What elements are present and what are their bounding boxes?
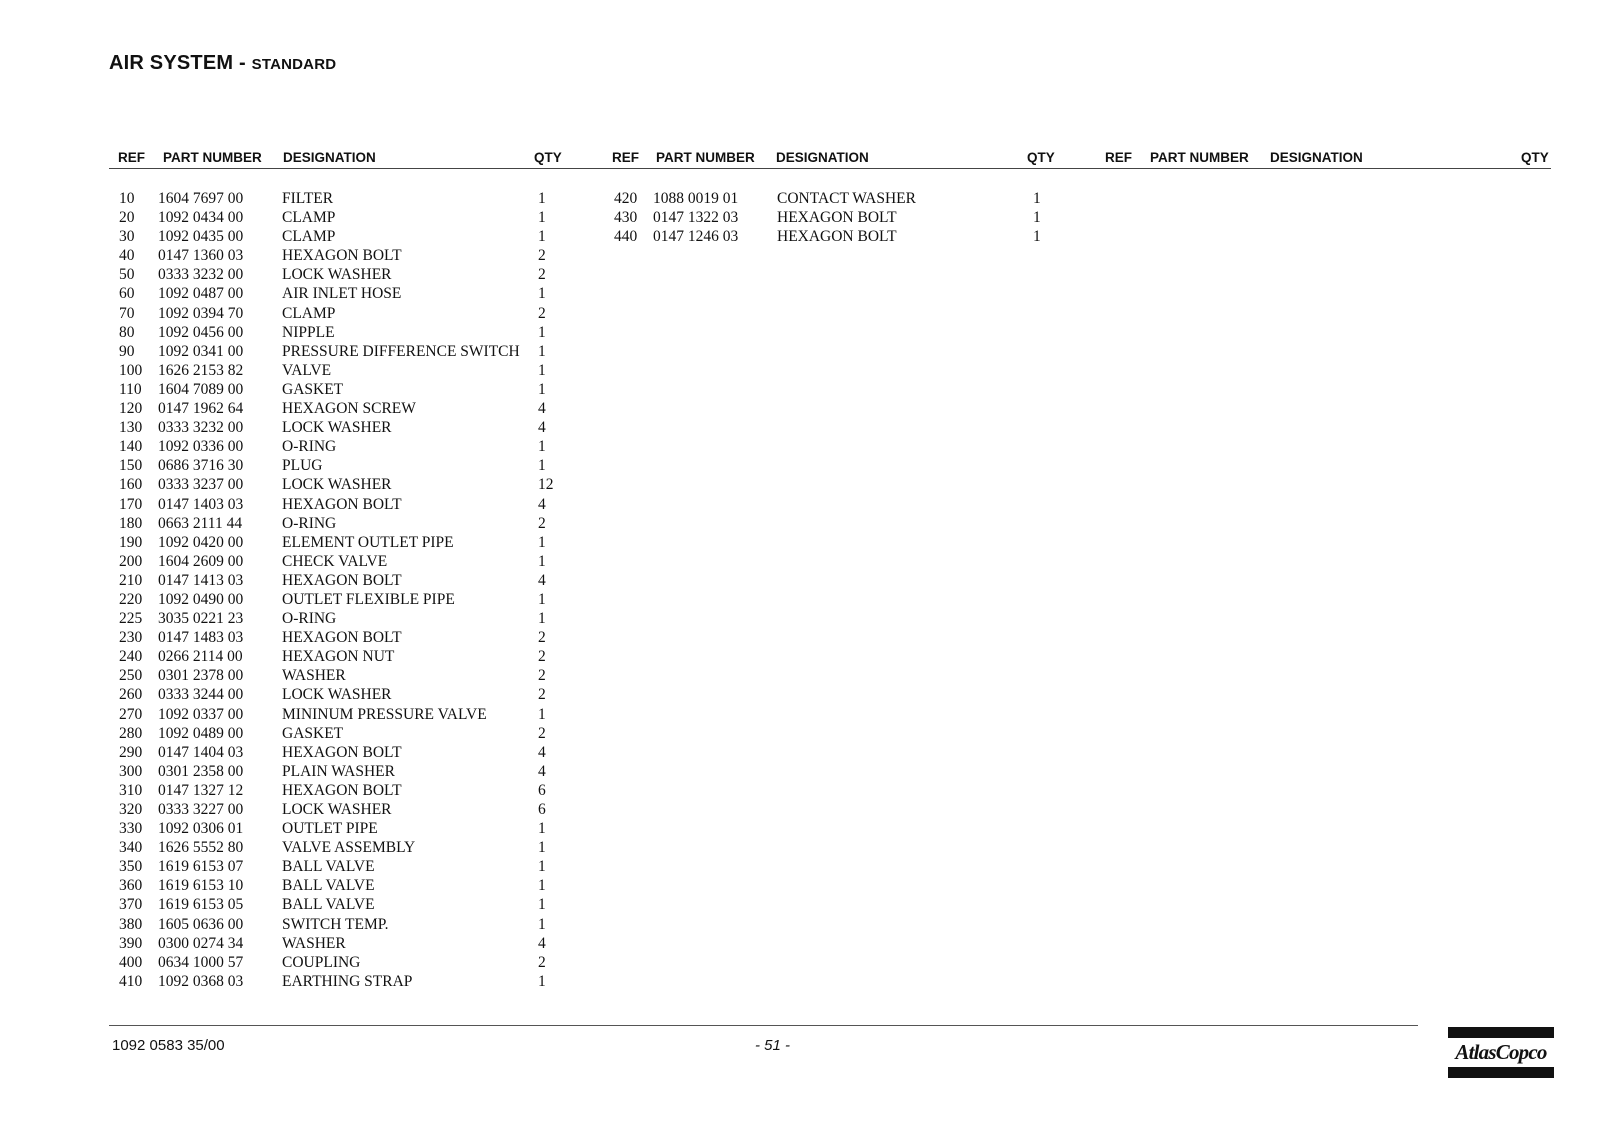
designation-cell: LOCK WASHER <box>282 476 392 494</box>
ref-cell: 280 <box>119 724 143 742</box>
part-number-cell: 1092 0336 00 <box>158 438 244 456</box>
header-ref-1: REF <box>118 150 145 165</box>
ref-cell: 140 <box>119 438 143 456</box>
part-number-cell: 0266 2114 00 <box>158 648 243 666</box>
qty-cell: 1 <box>538 209 546 227</box>
qty-cell: 1 <box>538 342 546 360</box>
ref-cell: 340 <box>119 839 143 857</box>
header-ref-3: REF <box>1105 150 1132 165</box>
qty-cell: 1 <box>538 610 546 628</box>
qty-cell: 4 <box>538 495 546 513</box>
ref-cell: 220 <box>119 590 143 608</box>
title-subtitle: STANDARD <box>251 56 337 73</box>
designation-cell: COUPLING <box>282 953 361 971</box>
designation-cell: FILTER <box>282 190 334 207</box>
qty-cell: 1 <box>1033 209 1041 227</box>
ref-cell: 225 <box>119 610 143 628</box>
designation-cell: VALVE <box>282 361 332 379</box>
part-number-cell: 0147 1327 12 <box>158 781 244 799</box>
header-qty-2: QTY <box>1027 150 1055 165</box>
part-number-cell: 1092 0456 00 <box>158 323 244 341</box>
part-number-cell: 0333 3227 00 <box>158 801 244 818</box>
part-number-cell: 1604 7697 00 <box>158 190 244 207</box>
qty-cell: 1 <box>538 839 546 857</box>
table-row <box>109 628 569 647</box>
ref-cell: 320 <box>119 801 143 818</box>
qty-cell: 2 <box>538 514 546 532</box>
designation-cell: HEXAGON BOLT <box>282 247 402 265</box>
designation-cell: BALL VALVE <box>282 877 375 895</box>
logo-bar-top <box>1448 1027 1554 1038</box>
designation-cell: LOCK WASHER <box>282 686 392 704</box>
designation-cell: O-RING <box>282 514 337 532</box>
designation-cell: HEXAGON BOLT <box>282 571 402 589</box>
table-row <box>109 953 569 972</box>
table-row <box>109 437 569 456</box>
qty-cell: 4 <box>538 419 546 437</box>
ref-cell: 100 <box>119 361 143 379</box>
table-row <box>109 838 569 857</box>
designation-cell: WASHER <box>282 667 346 685</box>
qty-cell: 1 <box>538 361 546 379</box>
ref-cell: 180 <box>119 514 143 532</box>
table-row <box>109 495 569 514</box>
part-number-cell: 0300 0274 34 <box>158 934 244 952</box>
part-number-cell: 1092 0434 00 <box>158 209 244 227</box>
ref-cell: 80 <box>119 323 135 341</box>
part-number-cell: 1619 6153 10 <box>158 877 244 895</box>
ref-cell: 310 <box>119 781 143 799</box>
ref-cell: 40 <box>119 247 135 265</box>
header-divider <box>109 168 1551 169</box>
part-number-cell: 0147 1403 03 <box>158 495 244 513</box>
designation-cell: GASKET <box>282 724 344 742</box>
title-separator: - <box>233 52 252 74</box>
qty-cell: 6 <box>538 801 546 818</box>
designation-cell: WASHER <box>282 934 346 952</box>
ref-cell: 370 <box>119 896 143 914</box>
designation-cell: NIPPLE <box>282 323 335 341</box>
ref-cell: 110 <box>119 380 142 398</box>
header-designation-3: DESIGNATION <box>1270 150 1363 165</box>
designation-cell: OUTLET PIPE <box>282 820 378 838</box>
header-part-number-1: PART NUMBER <box>163 150 262 165</box>
ref-cell: 20 <box>119 209 135 227</box>
designation-cell: PLAIN WASHER <box>282 762 395 780</box>
qty-cell: 6 <box>538 781 546 799</box>
qty-cell: 1 <box>538 972 546 990</box>
designation-cell: HEXAGON BOLT <box>777 209 897 227</box>
designation-cell: ELEMENT OUTLET PIPE <box>282 533 454 551</box>
ref-cell: 400 <box>119 953 143 971</box>
header-part-number-3: PART NUMBER <box>1150 150 1249 165</box>
qty-cell: 2 <box>538 648 546 666</box>
qty-cell: 1 <box>538 915 546 933</box>
table-row <box>109 762 569 781</box>
ref-cell: 210 <box>119 571 143 589</box>
qty-cell: 4 <box>538 571 546 589</box>
designation-cell: SWITCH TEMP. <box>282 915 389 933</box>
qty-cell: 1 <box>538 705 546 723</box>
table-row <box>109 571 569 590</box>
qty-cell: 2 <box>538 629 546 647</box>
part-number-cell: 1092 0489 00 <box>158 724 244 742</box>
ref-cell: 440 <box>614 228 638 246</box>
ref-cell: 330 <box>119 820 143 838</box>
qty-cell: 4 <box>538 762 546 780</box>
ref-cell: 170 <box>119 495 143 513</box>
designation-cell: HEXAGON BOLT <box>282 743 402 761</box>
part-number-cell: 1092 0306 01 <box>158 820 244 838</box>
parts-column-1 <box>109 189 569 991</box>
designation-cell: PLUG <box>282 457 323 475</box>
designation-cell: O-RING <box>282 438 337 456</box>
qty-cell: 12 <box>538 476 554 494</box>
part-number-cell: 1092 0337 00 <box>158 705 244 723</box>
designation-cell: LOCK WASHER <box>282 419 392 437</box>
table-row <box>109 227 569 246</box>
table-row <box>604 227 1064 246</box>
part-number-cell: 1605 0636 00 <box>158 915 244 933</box>
table-row <box>109 323 569 342</box>
designation-cell: GASKET <box>282 380 344 398</box>
table-row <box>109 552 569 571</box>
ref-cell: 130 <box>119 419 143 437</box>
ref-cell: 60 <box>119 285 135 303</box>
ref-cell: 420 <box>614 190 638 207</box>
part-number-cell: 0147 1483 03 <box>158 629 244 647</box>
part-number-cell: 1092 0487 00 <box>158 285 244 303</box>
ref-cell: 260 <box>119 686 143 704</box>
ref-cell: 270 <box>119 705 143 723</box>
qty-cell: 2 <box>538 266 546 284</box>
part-number-cell: 0333 3237 00 <box>158 476 244 494</box>
designation-cell: OUTLET FLEXIBLE PIPE <box>282 590 455 608</box>
table-row <box>109 781 569 800</box>
ref-cell: 300 <box>119 762 143 780</box>
ref-cell: 240 <box>119 648 143 666</box>
ref-cell: 30 <box>119 228 135 246</box>
qty-cell: 1 <box>538 190 546 207</box>
designation-cell: O-RING <box>282 610 337 628</box>
designation-cell: HEXAGON NUT <box>282 648 395 666</box>
header-ref-2: REF <box>612 150 639 165</box>
ref-cell: 200 <box>119 552 143 570</box>
part-number-cell: 0686 3716 30 <box>158 457 244 475</box>
header-designation-1: DESIGNATION <box>283 150 376 165</box>
part-number-cell: 0333 3232 00 <box>158 266 244 284</box>
table-row <box>109 361 569 380</box>
qty-cell: 1 <box>538 858 546 876</box>
table-row <box>109 915 569 934</box>
part-number-cell: 1619 6153 07 <box>158 858 244 876</box>
part-number-cell: 1626 5552 80 <box>158 839 244 857</box>
table-row <box>109 456 569 475</box>
part-number-cell: 1088 0019 01 <box>653 190 739 207</box>
qty-cell: 1 <box>538 877 546 895</box>
part-number-cell: 1092 0420 00 <box>158 533 244 551</box>
qty-cell: 2 <box>538 304 546 322</box>
part-number-cell: 0301 2358 00 <box>158 762 244 780</box>
title-main: AIR SYSTEM <box>109 52 234 74</box>
document-number: 1092 0583 35/00 <box>112 1037 225 1054</box>
table-row <box>109 819 569 838</box>
ref-cell: 290 <box>119 743 143 761</box>
table-row <box>109 647 569 666</box>
table-row <box>604 208 1064 227</box>
part-number-cell: 0147 1360 03 <box>158 247 244 265</box>
designation-cell: HEXAGON BOLT <box>282 781 402 799</box>
designation-cell: HEXAGON SCREW <box>282 400 416 418</box>
table-row <box>109 590 569 609</box>
part-number-cell: 0147 1962 64 <box>158 400 244 418</box>
parts-column-2 <box>604 189 1064 246</box>
table-row <box>109 800 569 819</box>
table-row <box>109 475 569 494</box>
part-number-cell: 1092 0435 00 <box>158 228 244 246</box>
part-number-cell: 1626 2153 82 <box>158 361 244 379</box>
page-title <box>109 52 336 75</box>
table-row <box>109 418 569 437</box>
designation-cell: CLAMP <box>282 209 336 227</box>
ref-cell: 410 <box>119 972 143 990</box>
table-row <box>109 399 569 418</box>
qty-cell: 1 <box>538 438 546 456</box>
table-row <box>109 342 569 361</box>
table-row <box>109 514 569 533</box>
designation-cell: HEXAGON BOLT <box>282 629 402 647</box>
ref-cell: 360 <box>119 877 143 895</box>
logo-wordmark: AtlasCopco <box>1455 1040 1547 1064</box>
qty-cell: 1 <box>538 896 546 914</box>
table-row <box>109 533 569 552</box>
ref-cell: 430 <box>614 209 638 227</box>
part-number-cell: 0333 3232 00 <box>158 419 244 437</box>
header-part-number-2: PART NUMBER <box>656 150 755 165</box>
part-number-cell: 1619 6153 05 <box>158 896 244 914</box>
designation-cell: AIR INLET HOSE <box>282 285 402 303</box>
designation-cell: BALL VALVE <box>282 896 375 914</box>
table-row <box>109 895 569 914</box>
page-number: - 51 - <box>755 1037 791 1054</box>
ref-cell: 390 <box>119 934 143 952</box>
qty-cell: 1 <box>538 323 546 341</box>
table-row <box>109 304 569 323</box>
ref-cell: 70 <box>119 304 135 322</box>
table-row <box>109 876 569 895</box>
designation-cell: HEXAGON BOLT <box>282 495 402 513</box>
designation-cell: HEXAGON BOLT <box>777 228 897 246</box>
ref-cell: 50 <box>119 266 135 284</box>
part-number-cell: 1092 0490 00 <box>158 590 244 608</box>
qty-cell: 1 <box>538 533 546 551</box>
table-row <box>604 189 1064 208</box>
table-row <box>109 724 569 743</box>
designation-cell: CHECK VALVE <box>282 552 388 570</box>
designation-cell: BALL VALVE <box>282 858 375 876</box>
part-number-cell: 1604 7089 00 <box>158 380 244 398</box>
table-row <box>109 284 569 303</box>
header-qty-1: QTY <box>534 150 562 165</box>
qty-cell: 1 <box>1033 228 1041 246</box>
logo-bar-bottom <box>1448 1067 1554 1078</box>
ref-cell: 90 <box>119 342 135 360</box>
table-row <box>109 265 569 284</box>
table-row <box>109 246 569 265</box>
qty-cell: 1 <box>538 285 546 303</box>
designation-cell: VALVE ASSEMBLY <box>282 839 416 857</box>
designation-cell: LOCK WASHER <box>282 801 392 818</box>
ref-cell: 10 <box>119 190 135 207</box>
designation-cell: EARTHING STRAP <box>282 972 413 990</box>
qty-cell: 1 <box>538 457 546 475</box>
designation-cell: CLAMP <box>282 228 336 246</box>
qty-cell: 2 <box>538 953 546 971</box>
table-row <box>109 189 569 208</box>
ref-cell: 150 <box>119 457 143 475</box>
ref-cell: 350 <box>119 858 143 876</box>
header-designation-2: DESIGNATION <box>776 150 869 165</box>
ref-cell: 120 <box>119 400 143 418</box>
part-number-cell: 0147 1246 03 <box>653 228 739 246</box>
ref-cell: 250 <box>119 667 143 685</box>
table-row <box>109 380 569 399</box>
part-number-cell: 1092 0368 03 <box>158 972 244 990</box>
table-row <box>109 743 569 762</box>
qty-cell: 1 <box>538 228 546 246</box>
table-row <box>109 972 569 991</box>
qty-cell: 1 <box>538 590 546 608</box>
qty-cell: 1 <box>538 552 546 570</box>
qty-cell: 1 <box>1033 190 1041 207</box>
part-number-cell: 0333 3244 00 <box>158 686 244 704</box>
header-qty-3: QTY <box>1521 150 1549 165</box>
table-row <box>109 666 569 685</box>
ref-cell: 230 <box>119 629 143 647</box>
qty-cell: 4 <box>538 400 546 418</box>
qty-cell: 4 <box>538 934 546 952</box>
part-number-cell: 0634 1000 57 <box>158 953 244 971</box>
part-number-cell: 3035 0221 23 <box>158 610 244 628</box>
qty-cell: 2 <box>538 667 546 685</box>
designation-cell: PRESSURE DIFFERENCE SWITCH <box>282 342 520 360</box>
qty-cell: 2 <box>538 247 546 265</box>
footer-divider <box>109 1025 1418 1026</box>
table-row <box>109 934 569 953</box>
qty-cell: 2 <box>538 724 546 742</box>
atlas-copco-logo <box>1448 1027 1554 1078</box>
designation-cell: CLAMP <box>282 304 336 322</box>
table-row <box>109 609 569 628</box>
part-number-cell: 0663 2111 44 <box>158 514 243 532</box>
part-number-cell: 0301 2378 00 <box>158 667 244 685</box>
designation-cell: MININUM PRESSURE VALVE <box>282 705 487 723</box>
table-row <box>109 857 569 876</box>
qty-cell: 2 <box>538 686 546 704</box>
part-number-cell: 0147 1404 03 <box>158 743 244 761</box>
designation-cell: LOCK WASHER <box>282 266 392 284</box>
part-number-cell: 1604 2609 00 <box>158 552 244 570</box>
ref-cell: 190 <box>119 533 143 551</box>
part-number-cell: 0147 1413 03 <box>158 571 244 589</box>
part-number-cell: 1092 0394 70 <box>158 304 244 322</box>
ref-cell: 380 <box>119 915 143 933</box>
part-number-cell: 1092 0341 00 <box>158 342 244 360</box>
table-row <box>109 685 569 704</box>
table-row <box>109 208 569 227</box>
designation-cell: CONTACT WASHER <box>777 190 916 207</box>
table-row <box>109 705 569 724</box>
qty-cell: 1 <box>538 820 546 838</box>
qty-cell: 1 <box>538 380 546 398</box>
qty-cell: 4 <box>538 743 546 761</box>
part-number-cell: 0147 1322 03 <box>653 209 739 227</box>
ref-cell: 160 <box>119 476 143 494</box>
